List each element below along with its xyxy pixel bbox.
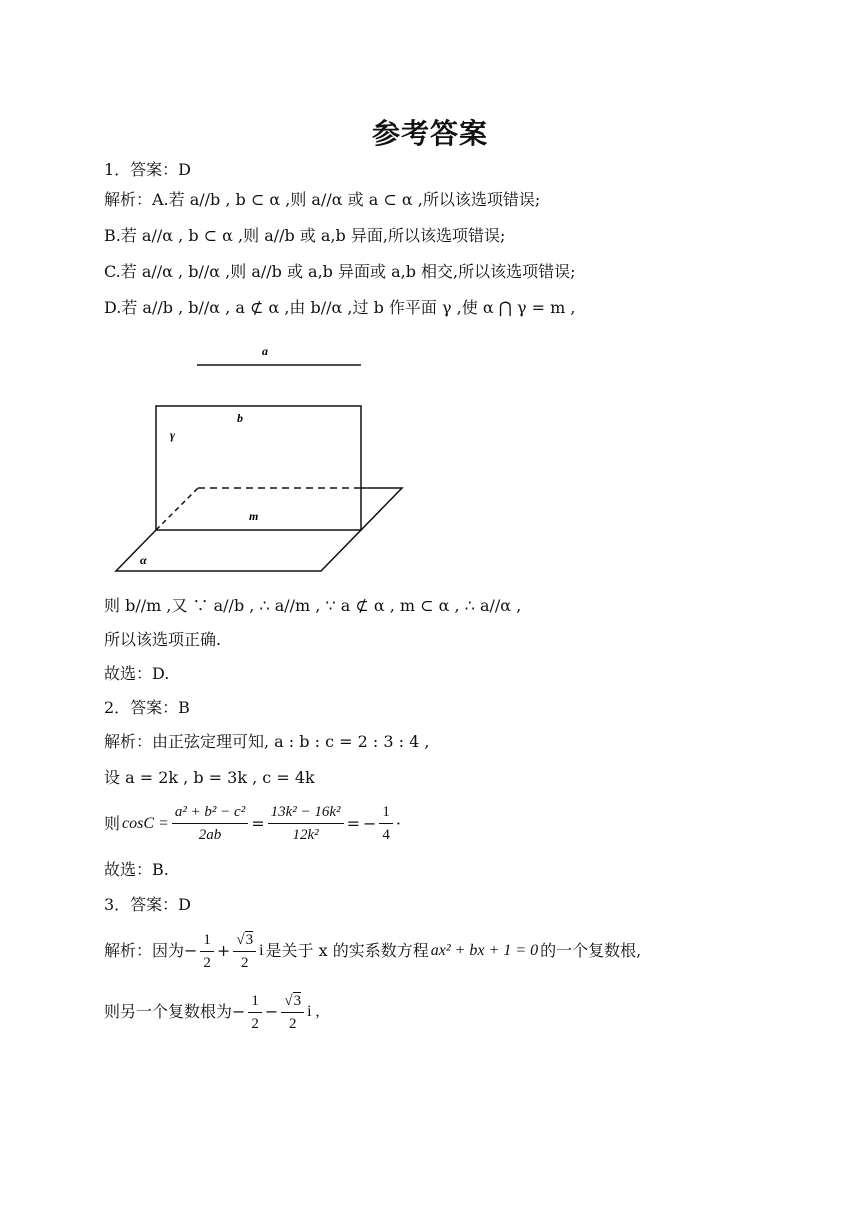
label-m: m bbox=[249, 509, 259, 523]
q3-imag-unit: i bbox=[259, 942, 264, 959]
q3-prefix: 解析：因为 bbox=[104, 941, 185, 960]
q3-half-fraction: $\frac{1}{2}$ bbox=[200, 931, 214, 972]
q2-line-2: 设 a = 2k , b = 3k , c = 4k bbox=[104, 768, 315, 787]
q2-cos-formula bbox=[104, 803, 401, 844]
q1-line-4: D.若 a//b , b//α , a ⊄ α ,由 b//α ,过 b 作平面 γ ,使 α ⋂ γ = m , bbox=[104, 298, 576, 317]
q3-minus-2: − bbox=[264, 1002, 279, 1021]
q3-line-1 bbox=[104, 929, 641, 973]
q1-line-6: 所以该选项正确. bbox=[104, 630, 222, 649]
q1-answer: 1．答案：D bbox=[104, 160, 192, 179]
q3-middle-text: 是关于 x 的实系数方程 bbox=[265, 941, 429, 960]
q2-fraction-1: $\frac{\text{a² + b² − c²}}{2ab}$ bbox=[172, 803, 248, 844]
label-gamma: γ bbox=[170, 428, 175, 442]
q2-equals-2: = bbox=[346, 813, 360, 833]
q1-line-3: C.若 a//α , b//α ,则 a//b 或 a,b 异面或 a,b 相交,所以该选项错误; bbox=[104, 262, 576, 281]
q3-root-sign: − bbox=[184, 941, 198, 960]
q3-minus-1: − bbox=[232, 1002, 246, 1021]
q2-conclusion: 故选：B. bbox=[104, 860, 169, 879]
q1-line-1: 解析：A.若 a//b , b ⊂ α ,则 a//α 或 a ⊂ α ,所以该选项错误; bbox=[104, 190, 541, 209]
label-a: a bbox=[262, 344, 268, 358]
q3-plus: + bbox=[216, 941, 231, 960]
q2-line-1: 解析：由正弦定理可知, a : b : c = 2 : 3 : 4 , bbox=[104, 732, 430, 751]
q2-equals-1: = bbox=[251, 813, 265, 833]
q3-sqrt-fraction: $\frac{√3}{2}$ bbox=[233, 931, 256, 972]
label-b: b bbox=[237, 411, 243, 425]
q2-end-dot: · bbox=[395, 813, 401, 833]
label-alpha: α bbox=[140, 553, 147, 567]
q3-answer: 3．答案：D bbox=[104, 895, 192, 914]
q2-minus: − bbox=[362, 813, 377, 833]
q1-line-5: 则 b//m ,又 ∵ a//b , ∴ a//m , ∵ a ⊄ α , m ⊂ α , ∴ a//α , bbox=[104, 596, 522, 615]
q3-line2-prefix: 则另一个复数根为 bbox=[104, 1002, 233, 1021]
q3-suffix: 的一个复数根, bbox=[540, 941, 642, 960]
page-title: 参考答案 bbox=[371, 117, 488, 150]
hidden-edge-left bbox=[156, 488, 198, 530]
q2-fraction-3: $\frac{1}{4}$ bbox=[379, 803, 393, 844]
q2-cos-prefix: 则 bbox=[104, 813, 121, 833]
q3-sqrt-fraction-2: $\frac{√3}{2}$ bbox=[281, 992, 304, 1033]
q1-line-7: 故选：D. bbox=[104, 664, 170, 683]
q1-geometry-figure bbox=[110, 340, 410, 580]
q1-line-2: B.若 a//α , b ⊂ α ,则 a//b 或 a,b 异面,所以该选项错误; bbox=[104, 226, 506, 245]
q3-equation: ax² + bx + 1 = 0 bbox=[430, 942, 539, 959]
q2-cos-lhs: cosC = bbox=[122, 814, 169, 832]
q3-line2-suffix: i , bbox=[307, 1003, 320, 1020]
q3-half-fraction-2: $\frac{1}{2}$ bbox=[248, 992, 262, 1033]
q3-line-2 bbox=[104, 990, 320, 1034]
q2-fraction-2: $\frac{\text{13k² − 16k²}}{\text{12k²}}$ bbox=[268, 803, 344, 844]
plane-gamma bbox=[156, 406, 361, 530]
q2-answer: 2．答案：B bbox=[104, 698, 190, 717]
